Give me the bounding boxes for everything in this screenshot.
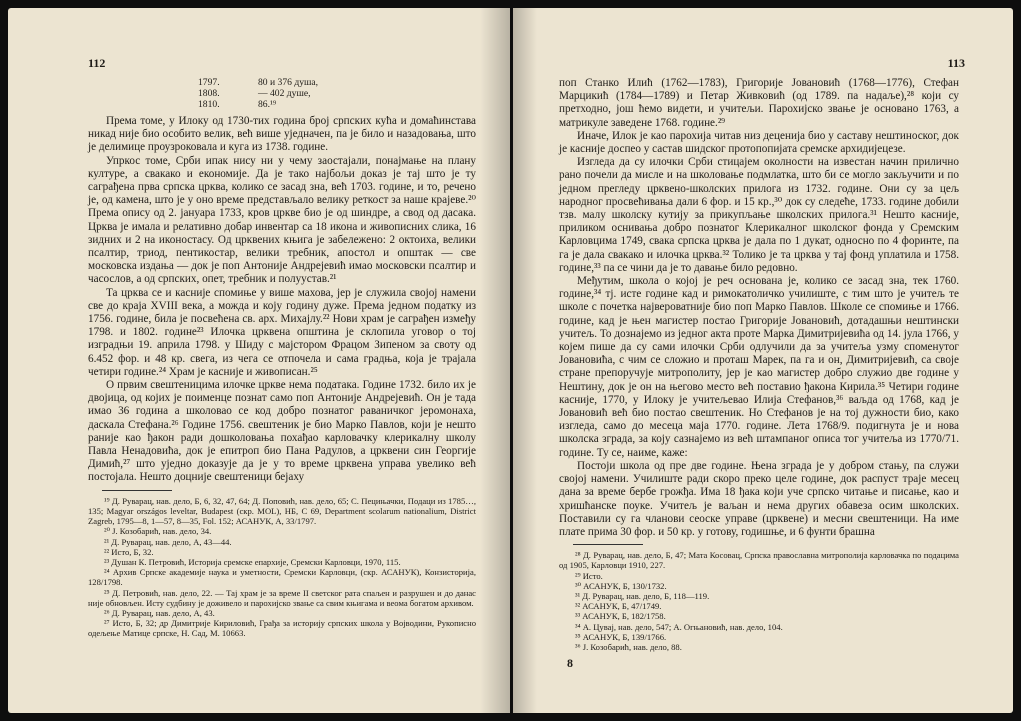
population-stats [198,77,476,110]
footnote: ³³ АСАНУК, Б, 182/1758. [575,611,666,622]
page-number: 112 [88,56,106,70]
footnote: ²⁴ Архив Српске академије наука и уметности, Сремски Карловци, (скр. АСАНУК), Конзисторија, 128/1798. [88,567,476,588]
text-column [88,77,476,639]
footnote: ³⁰ АСАНУК, Б, 130/1732. [575,580,667,591]
footnote: ³¹ Д. Руварац, нав. дело, Б, 118—119. [575,590,710,601]
stat-value: — 402 душе, [258,88,311,99]
body-text [88,115,476,485]
paragraph: Иначе, Илок је као парохија читав низ деценија био у саставу нештиноског, док је касније доспео у састав шидског протопопијата сремске архидијецезе. [559,129,959,156]
paragraph: Постоји школа од пре две године. Њена зграда је у добром стању, па служи својој намени. Училиште ради скоро преко целе године, док распуст траје месец дана за време бербе грожђа. Има 18 ђака који уче српско читање и писање, као и хришћанске поуке. Учитељ је ваљан и нема других обавеза осим школских. Поставили су га чланови сеоске управе (црквене) и месни свештеници. На име плате прима 30 фор. и 50 кр. у готову, годишње, и 6 фунти брашна [559,459,959,538]
footnote: ²⁷ Исто, Б, 32; др Димитрије Кириловић, Грађа за историју српских школа у Војводини, Рукописно одељење Матице српске, Н. Сад, М. 10663. [88,618,476,639]
body-text [559,77,959,539]
paragraph: Упркос томе, Срби ипак нису ни у чему заостајали, понајмање на плану културе, а свакако и економије. Да је тако најбољи доказ је тај што је ту саграђена прва српска црква, колико се засад зна, већ 1703. године, и то, речено је, од камена, што је у оно време представљало велику реткост за наше крајеве.²⁰ Према опису од 2. јануара 1733, кров цркве био је од шиндре, а свод од дасака. Црква је имала и релативно добар инвентар са 18 икона и живописних слика, 16 зидних и 2 на иконостасу. Од црквених књига је забележено: 2 октоиха, велики псалтир, триод, пентикостар, велики требник, апостол и општак — све московска издања — док је поп Антоније Андрејевић имао московски псалтир и часослов, а од српских, опет, требник и полуустав.²¹ [88,154,476,286]
stat-value: 86.¹⁹ [258,99,277,110]
paragraph: Та црква се и касније спомиње у више махова, јер је служила својој намени све до краја XVIII века, а можда и коју годину дуже. Према једном податку из 1756. године, била је посвећена св. арх. Михајлу.²² Нови храм је саграђен између 1798. и 1802. године²³ Илочка црквена општина је склопила уговор о тој изградњи 19. априла 1798. у Шиду с мајстором Фрацом Зипеном за своту од 6.452 фор. и 48 кр. свега, из чега се отпочела и сама градња, која је трајала четири године.²⁴ Храм је касније и живописан.²⁵ [88,286,476,378]
footnotes [559,550,959,652]
paragraph: Изгледа да су илочки Срби стицајем околности на известан начин прилично рано почели да мисле и на школовање подмлатка, што би се могло закључити и по једном прегледу црквено-школских прилога из 1732. године. Они су за цељ народног просвећивања дали 6 фор. и 15 кр.,³⁰ док су следеће, 1733. године добили тзв. малу школску кутију за прикупљање школских прилога.³¹ Нешто касније, приликом оснивања добро познатог Клерикалног школског фонда у Сремским Карловцима 1749, свака српска црква је дала по 1 дукат, односно по 4 форинте, па га је дала свакако и илочка црква.³² Толико је та црква у тај фонд уплатила и 1758. године,³³ па се чини да је то давање било редовно. [559,156,959,274]
footnotes [88,496,476,639]
footnote: ²² Исто, Б, 32. [104,546,154,557]
stat-year: 1808. [198,88,220,99]
gutter-shadow [480,8,510,713]
footnote: ²⁵ Д. Петровић, нав. дело, 22. — Тај храм је за време II светског рата спаљен и разрушен и до данас није обновљен. Исту судбину је доживело и парохијско звање са свим књигама и веома богатом архивом. [88,587,476,608]
footnote: ³² АСАНУК, Б, 47/1749. [575,601,662,612]
footnote: ³⁵ АСАНУК, Б, 139/1766. [575,631,667,642]
stat-value: 80 и 376 душа, [258,77,319,88]
stat-year: 1797. [198,77,220,88]
left-page [8,8,510,713]
text-column [559,77,959,652]
footnote: ²³ Душан К. Петровић, Историја сремске епархије, Сремски Карловци, 1970, 115. [104,556,401,567]
footnote: ³⁶ Ј. Козобарић, нав. дело, 88. [575,641,682,652]
gutter-shadow [513,8,537,713]
footnote: ²⁹ Исто. [575,570,603,581]
page-number: 113 [947,56,965,70]
footnote: ²⁰ Ј. Козобарић, нав. дело, 34. [104,526,212,537]
paragraph: Међутим, школа о којој је реч основана је, колико се засад зна, тек 1760. године,³⁴ тј. исте године кад и римокатоличко училиште, с тим што је учитељ те школе с почетка највероватније био поп Марко Павлов. Школе се спомиње и 1766. године, кад је њен магистер постао Григорије Јовановић, дотадашњи нештински учитељ. То дознајемо из једног акта проте Марка Димитријевића од 14. јула 1766, у којем пише да су сами илочки Срби одлучили да за учитеља узму споменутог Јовановића, с чим се сложио и проташ Марек, па га и он, Димитријевић, са своје стране препоручује митрополиту, јер је као магистер добро служио две године у Нештину, док је он на његово место већ поставио ђакона Кирила.³⁵ Четири године касније, 1770, у Илоку је учитељевао Илија Стефанов,³⁶ ваљда од 1768, кад је Јовановић већ био постао свештеник. Но Стефанов је на тој дужности био, како изгледа, само до месеца маја 1770. године. Лета 1768/9. подигнута је и нова школска зграда, за коју сазнајемо из већ штампаног описа тог учитеља из 1770/71. године. Ту се, наиме, каже: [559,275,959,459]
footnote-separator [573,544,643,545]
footnote-separator [102,490,172,491]
footnote: ²⁸ Д. Руварац, нав. дело, Б, 47; Мата Косовац, Српска православна митрополија карловачка по подацима од 1905, Карловци 1910, 227. [559,550,959,571]
paragraph: О првим свештеницима илочке цркве нема података. Године 1732. било их је двојица, од којих је поименце познат само поп Антоније Андрејевић. Он је тада имао 36 година а школовао се код добро познатог раваничког јеромонаха, даскала Стефана.²⁶ Године 1756. свештеник је био Марко Павлов, који је нешто раније као ђакон ради дошколовања похађао карловачку клерикалну школу Павла Ненадовића, док је епитроп био Пана Радулов, а црквени син Георгије Димић,²⁷ што уједно доказује да је у то време црквена управа увелико већ постојала. Нешто доцније свештеници бејаху [88,379,476,484]
signature-mark: 8 [567,656,573,670]
footnote: ¹⁹ Д. Руварац, нав. дело, Б, 6, 32, 47, 64; Д. Поповић, нав. дело, 65; С. Пецињачки, Подаци из 1785…, 135; Magyar országos leveltar, Budapest (скр. MOL), НБ, С 69, Department scolarum nationalium, District Zagreb, 1795—8, 1—57, 8—35, Fol. 152; АСАНУК, А, 33/1797. [88,495,476,527]
paragraph: Према томе, у Илоку од 1730-тих година број српских кућа и домаћинстава никад није био особито велик, већ више уједначен, па је било и назадовања, што је делимице проузроковала и куга из 1738. године. [88,115,476,154]
stat-year: 1810. [198,99,220,110]
stat-row [198,77,476,88]
footnote: ²¹ Д. Руварац, нав. дело, А, 43—44. [104,536,232,547]
footnote: ²⁶ Д. Руварац, нав. дело, А, 43. [104,607,215,618]
footnote: ³⁴ А. Цувај, нав. дело, 547; А. Огњановић, нав. дело, 104. [575,621,783,632]
stat-row [198,88,476,99]
paragraph: поп Станко Илић (1762—1783), Григорије Јовановић (1768—1776), Стефан Марцикић (1784—1789) и Петар Живковић (од 1789. па надаље),²⁸ који су претходно, још ћемо видети, и учитељи. Парохијско звање је основано 1763, а матрикуле заведене 1768. године.²⁹ [559,77,959,129]
right-page [513,8,1013,713]
stat-row [198,99,476,110]
